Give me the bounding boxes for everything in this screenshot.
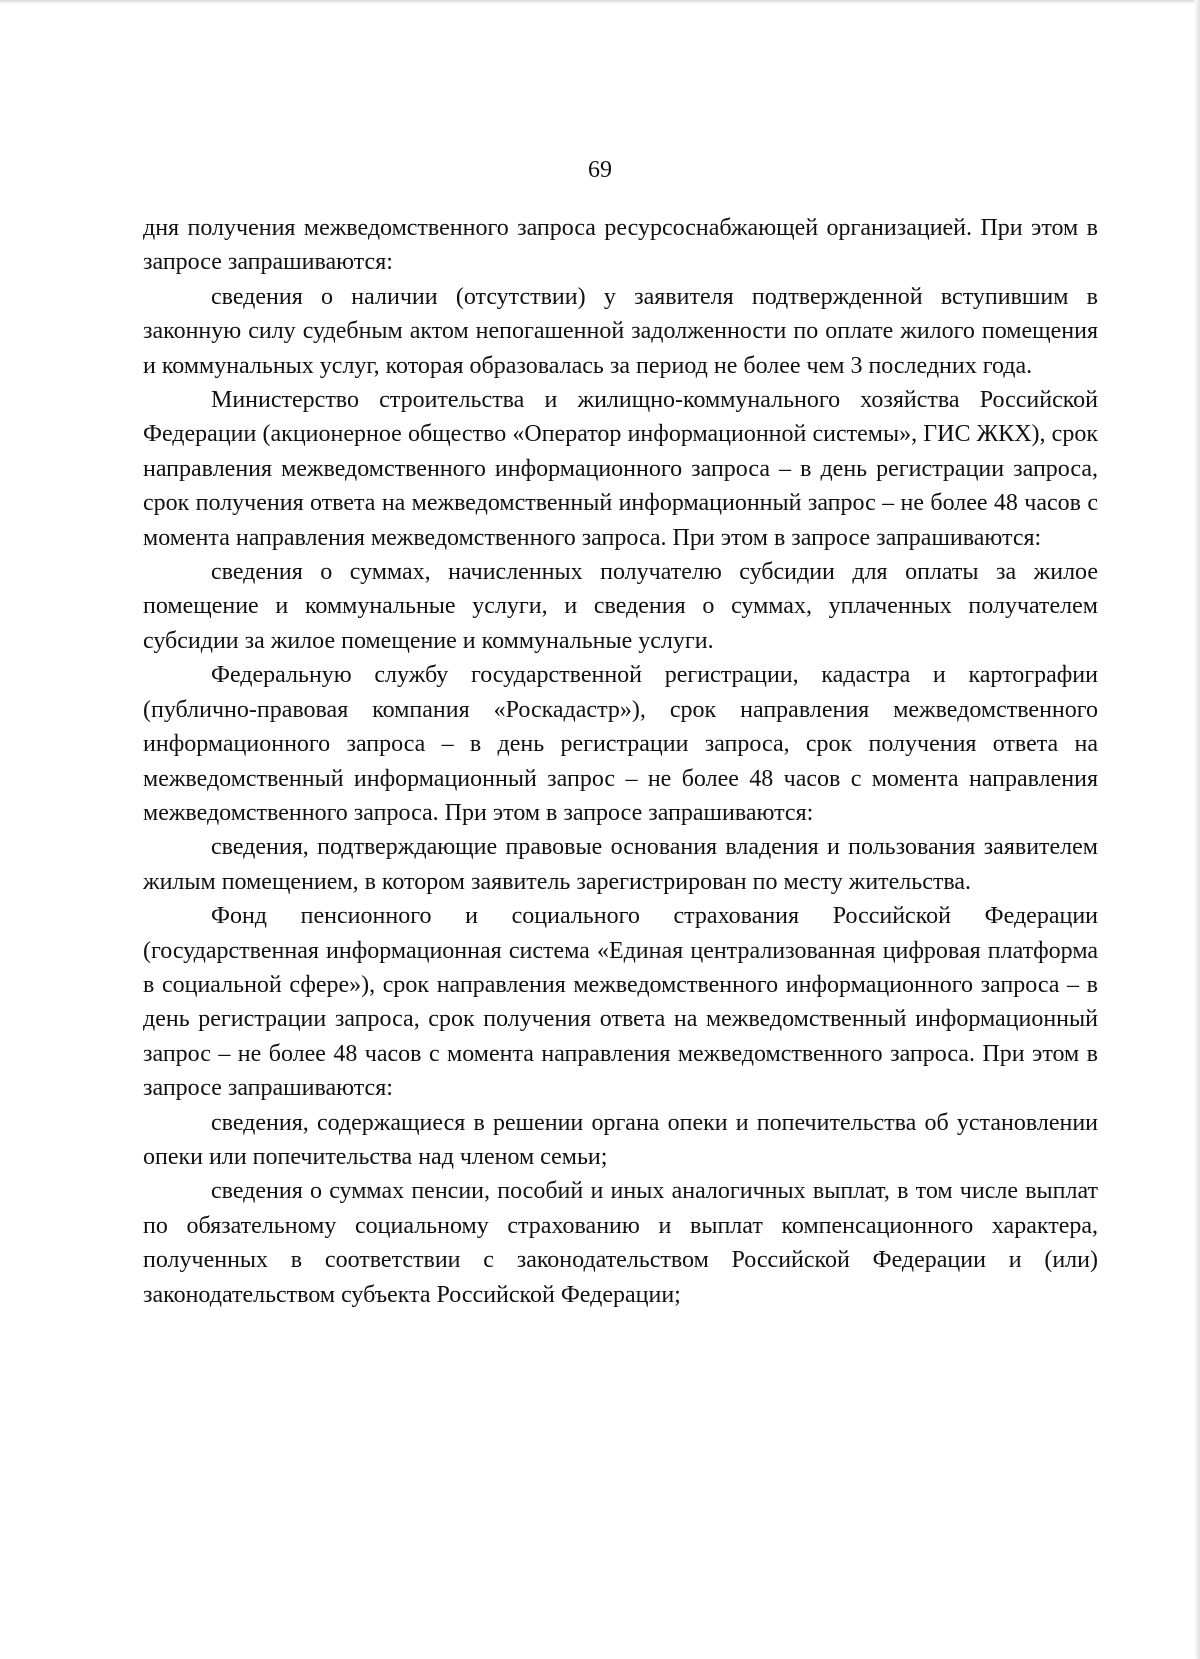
- paragraph: сведения, содержащиеся в решении органа опеки и попечительства об установлении опеки или попечительства над членом семьи;: [143, 1109, 1098, 1170]
- paragraph: сведения о суммах пенсии, пособий и иных аналогичных выплат, в том числе выплат по обязательному социальному страхованию и выплат компенсационного характера, полученных в соответствии с законодательством Российской Федерации и (или) законодательством субъекта Российской Федерации;: [143, 1178, 1098, 1308]
- scan-edge-top: [0, 0, 1200, 4]
- paragraph: Министерство строительства и жилищно-коммунального хозяйства Российской Федерации (акционерное общество «Оператор информационной системы», ГИС ЖКХ), срок направления межведомственного информационного запроса – в день регистрации запроса, срок получения ответа на межведомственный информационный запрос – не более 48 часов с момента направления межведомственного запроса. При этом в запросе запрашиваются:: [143, 387, 1098, 551]
- scan-edge-right: [1194, 0, 1200, 1659]
- document-body: [143, 211, 1098, 1312]
- page-number: 69: [588, 157, 612, 183]
- paragraph: Фонд пенсионного и социального страхования Российской Федерации (государственная информационная система «Единая централизованная цифровая платформа в социальной сфере»), срок направления межведомственного информационного запроса – в день регистрации запроса, срок получения ответа на межведомственный информационный запрос – не более 48 часов с момента направления межведомственного запроса. При этом в запросе запрашиваются:: [143, 903, 1098, 1102]
- paragraph: дня получения межведомственного запроса ресурсоснабжающей организацией. При этом в запросе запрашиваются:: [143, 215, 1098, 276]
- paragraph: Федеральную службу государственной регистрации, кадастра и картографии (публично-правовая компания «Роскадастр»), срок направления межведомственного информационного запроса – в день регистрации запроса, срок получения ответа на межведомственный информационный запрос – не более 48 часов с момента направления межведомственного запроса. При этом в запросе запрашиваются:: [143, 662, 1098, 826]
- paragraph: сведения о суммах, начисленных получателю субсидии для оплаты за жилое помещение и коммунальные услуги, и сведения о суммах, уплаченных получателем субсидии за жилое помещение и коммунальные услуги.: [143, 559, 1098, 654]
- paragraph: сведения о наличии (отсутствии) у заявителя подтвержденной вступившим в законную силу судебным актом непогашенной задолженности по оплате жилого помещения и коммунальных услуг, которая образовалась за период не более чем 3 последних года.: [143, 283, 1098, 379]
- paragraph: сведения, подтверждающие правовые основания владения и пользования заявителем жилым помещением, в котором заявитель зарегистрирован по месту жительства.: [143, 834, 1098, 895]
